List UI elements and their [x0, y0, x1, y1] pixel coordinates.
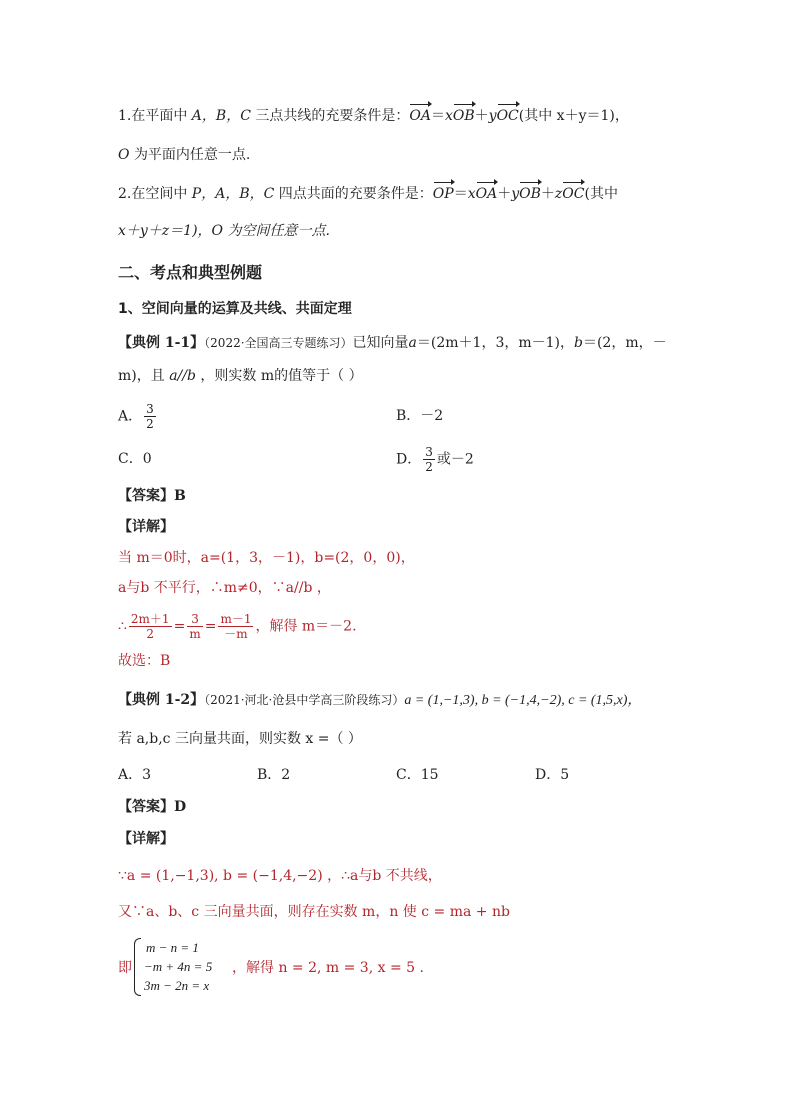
option-b: B．－2	[396, 408, 444, 424]
detail-1-1: 【详解】	[118, 519, 174, 535]
example-1-1-stem: 【典例 1-1】（2022·全国高三专题练习）已知向量a＝(2m＋1，3，m－1)，b＝(2，m，－	[118, 335, 667, 351]
equation-2: −m + 4n = 5	[144, 959, 213, 974]
equation-1: m − n = 1	[146, 940, 199, 955]
option-b-2: B．2	[257, 767, 291, 783]
solution-1-2-line-1: ∵a = (1,−1,3), b = (−1,4,−2) ，∴a与b 不共线，	[118, 868, 442, 884]
theory-item-1: 1.在平面中 A，B，C 三点共线的充要条件是：OA＝xOB＋yOC(其中 x＋y＝1)，	[118, 108, 629, 124]
conclusion-1-1: 故选：B	[118, 653, 171, 669]
equation-system	[136, 938, 212, 995]
equation-3: 3m − 2n = x	[144, 978, 210, 993]
subsection-title: 1、空间向量的运算及共线、共面定理	[118, 301, 352, 317]
option-d-2: D．5	[535, 767, 570, 783]
solution-1-2-line-2: 又∵a、b、c 三向量共面，则存在实数 m，n 使 c = ma + nb	[118, 904, 510, 920]
option-c-2: C．15	[396, 767, 439, 783]
answer-1-2: 【答案】D	[118, 799, 187, 815]
option-c: C．0	[118, 451, 152, 467]
example-1-1-stem-cont: m)，且 a//b ，则实数 m的值等于（ ）	[118, 368, 363, 384]
option-a: A． $\frac{3}{2}$	[118, 402, 154, 431]
theory-item-1-cont: O 为平面内任意一点.	[118, 147, 251, 163]
option-d: D． $\frac{3}{2}$ 或－2	[396, 445, 474, 474]
solution-1-1-line-2: a与b 不平行，∴m≠0，∵a//b ，	[118, 580, 331, 596]
solution-1-2-result: ，解得 n = 2, m = 3, x = 5 .	[232, 960, 424, 976]
detail-1-2: 【详解】	[118, 831, 174, 847]
section-title: 二、考点和典型例题	[118, 263, 263, 282]
example-1-2-stem-cont: 若 a,b,c 三向量共面，则实数 x =（ ）	[118, 731, 362, 747]
example-1-2-stem: 【典例 1-2】（2021·河北·沧县中学高三阶段练习）a = (1,−1,3), b = (−1,4,−2), c = (1,5,x)，	[118, 692, 642, 708]
theory-item-2: 2.在空间中 P，A，B，C 四点共面的充要条件是：OP＝xOA＋yOB＋zOC(其中	[118, 186, 618, 202]
answer-1-1: 【答案】B	[118, 488, 186, 504]
option-a-2: A．3	[118, 767, 152, 783]
solution-1-2-line-3-prefix: 即	[118, 960, 132, 976]
solution-1-1-line-1: 当 m＝0时，a=(1，3，－1)，b=(2，0，0)，	[118, 550, 415, 566]
theory-item-2-cont: x＋y＋z＝1)，O 为空间任意一点.	[118, 223, 330, 239]
solution-1-1-line-3: ∴ $\frac{2m+1}{2}$ = $\frac{3}{m}$ = $\frac{m-1}{-m}$ ，解得 m＝－2.	[118, 612, 357, 641]
